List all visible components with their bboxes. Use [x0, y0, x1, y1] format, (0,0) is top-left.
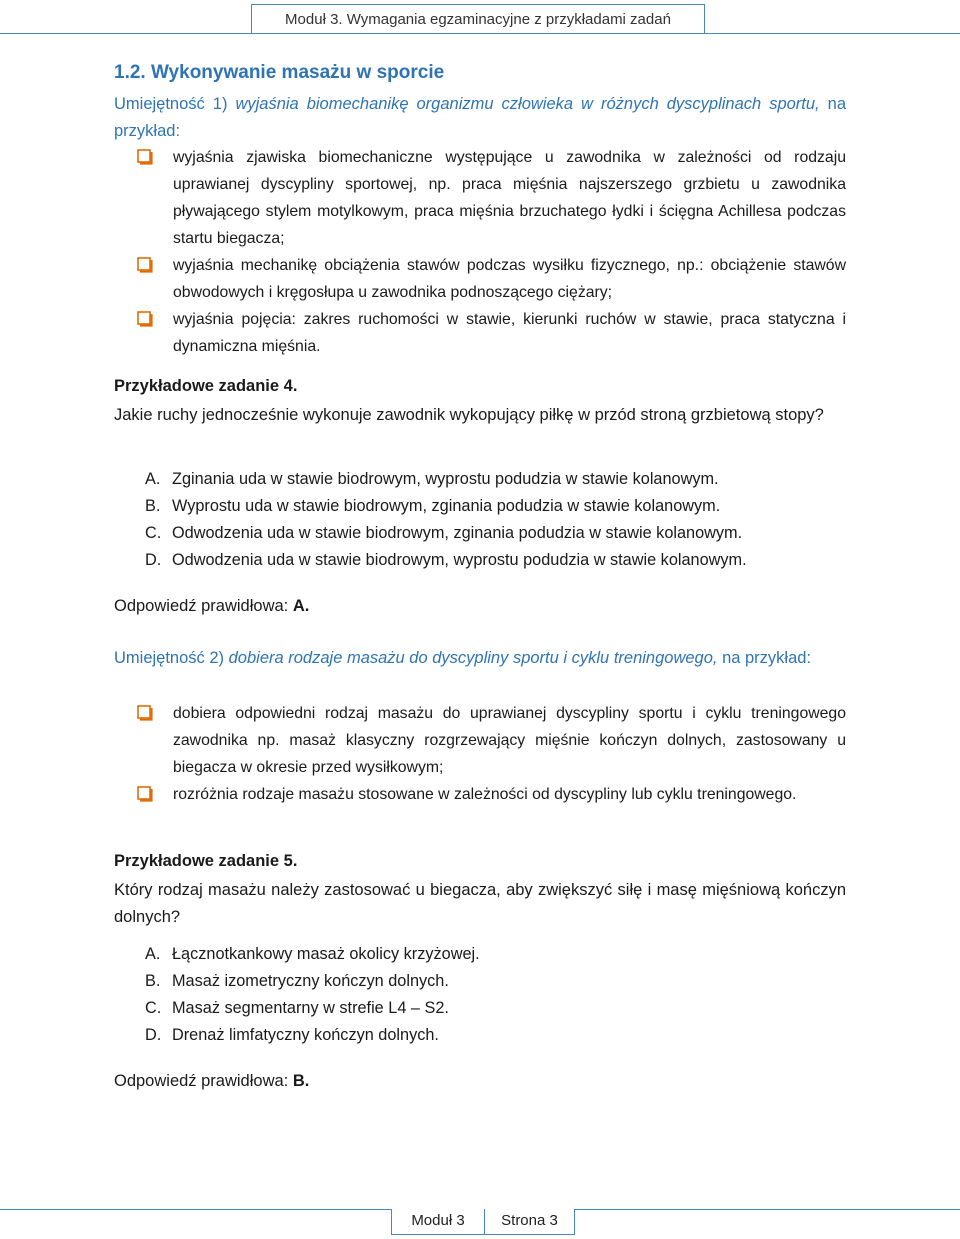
task-4-answer — [114, 597, 309, 616]
skill-2-prefix: Umiejętność 2) — [114, 649, 229, 667]
task-4-question: Jakie ruchy jednocześnie wykonuje zawodnik wykopujący piłkę w przód stroną grzbietową stopy? — [114, 406, 824, 424]
task-4-option-c: C. Odwodzenia uda w stawie biodrowym, zginania podudzia w stawie kolanowym. — [145, 524, 743, 542]
skill-2-description: dobiera rodzaje masażu do dyscypliny sportu i cyklu treningowego, — [228, 649, 718, 667]
task-5-option-c: C. Masaż segmentarny w strefie L4 – S2. — [145, 999, 449, 1017]
checkbox-bullet-icon — [137, 257, 153, 273]
task-4-option-d: D. Odwodzenia uda w stawie biodrowym, wyprostu podudzia w stawie kolanowym. — [145, 551, 747, 569]
task-4-option-b: B. Wyprostu uda w stawie biodrowym, zginania podudzia w stawie kolanowym. — [145, 497, 721, 515]
checkbox-bullet-icon — [137, 149, 153, 165]
bullet-text: wyjaśnia zjawiska biomechaniczne występujące u zawodnika w zależności od rodzaju uprawianej dyscypliny sportowej, np. praca mięśnia najszerszego grzbietu u zawodnika pływającego stylem motylkowym, praca mięśnia brzuchatego łydki i ścięgna Achillesa podczas startu biegacza; — [173, 149, 846, 247]
bullet-text: wyjaśnia mechanikę obciążenia stawów podczas wysiłku fizycznego, np.: obciążenie stawów obwodowych i kręgosłupa u zawodnika podnoszącego ciężary; — [173, 257, 846, 301]
skill-2-suffix: na przykład: — [717, 649, 812, 667]
task-5-option-b: B. Masaż izometryczny kończyn dolnych. — [145, 972, 449, 990]
task-5-title: Przykładowe zadanie 5. — [114, 852, 298, 870]
task-4-option-a: A. Zginania uda w stawie biodrowym, wyprostu podudzia w stawie kolanowym. — [145, 470, 719, 488]
skill-1-prefix: Umiejętność 1) — [114, 95, 236, 113]
running-header: Moduł 3. Wymagania egzaminacyjne z przykładami zadań — [251, 4, 705, 33]
checkbox-bullet-icon — [137, 705, 153, 721]
skill-1-heading — [114, 91, 846, 145]
answer-label: Odpowiedź prawidłowa: — [114, 597, 293, 615]
footer-module: Moduł 3 — [391, 1209, 485, 1235]
answer-value: B. — [292, 1072, 310, 1090]
skill-1-suffix: na przykład: — [114, 95, 846, 140]
task-5-answer — [114, 1072, 309, 1091]
bullet-text: wyjaśnia pojęcia: zakres ruchomości w stawie, kierunki ruchów w stawie, praca statyczna i dynamiczna mięśnia. — [173, 311, 846, 355]
skill-1-description: wyjaśnia biomechanikę organizmu człowieka w różnych dyscyplinach sportu, — [235, 95, 820, 113]
task-5-option-a: A. Łącznotkankowy masaż okolicy krzyżowej. — [145, 945, 480, 963]
bullet-text: rozróżnia rodzaje masażu stosowane w zależności od dyscypliny lub cyklu treningowego. — [173, 786, 797, 803]
section-title: 1.2. Wykonywanie masażu w sporcie — [114, 62, 445, 83]
footer-page-number: Strona 3 — [484, 1209, 575, 1235]
checkbox-bullet-icon — [137, 311, 153, 327]
task-5-option-d: D. Drenaż limfatyczny kończyn dolnych. — [145, 1026, 439, 1044]
skill-2-heading — [114, 645, 846, 672]
bullet-text: dobiera odpowiedni rodzaj masażu do uprawianej dyscypliny sportu i cyklu treningowego zawodnika np. masaż klasyczny rozgrzewający mięśnie kończyn dolnych, zastosowany u biegacza w okresie przed wysiłkowym; — [173, 705, 846, 776]
task-5-question: Który rodzaj masażu należy zastosować u biegacza, aby zwiększyć siłę i masę mięśniową kończyn dolnych? — [114, 881, 846, 926]
answer-value: A. — [292, 597, 310, 615]
answer-label: Odpowiedź prawidłowa: — [114, 1072, 293, 1090]
task-4-title: Przykładowe zadanie 4. — [114, 377, 298, 395]
checkbox-bullet-icon — [137, 786, 153, 802]
